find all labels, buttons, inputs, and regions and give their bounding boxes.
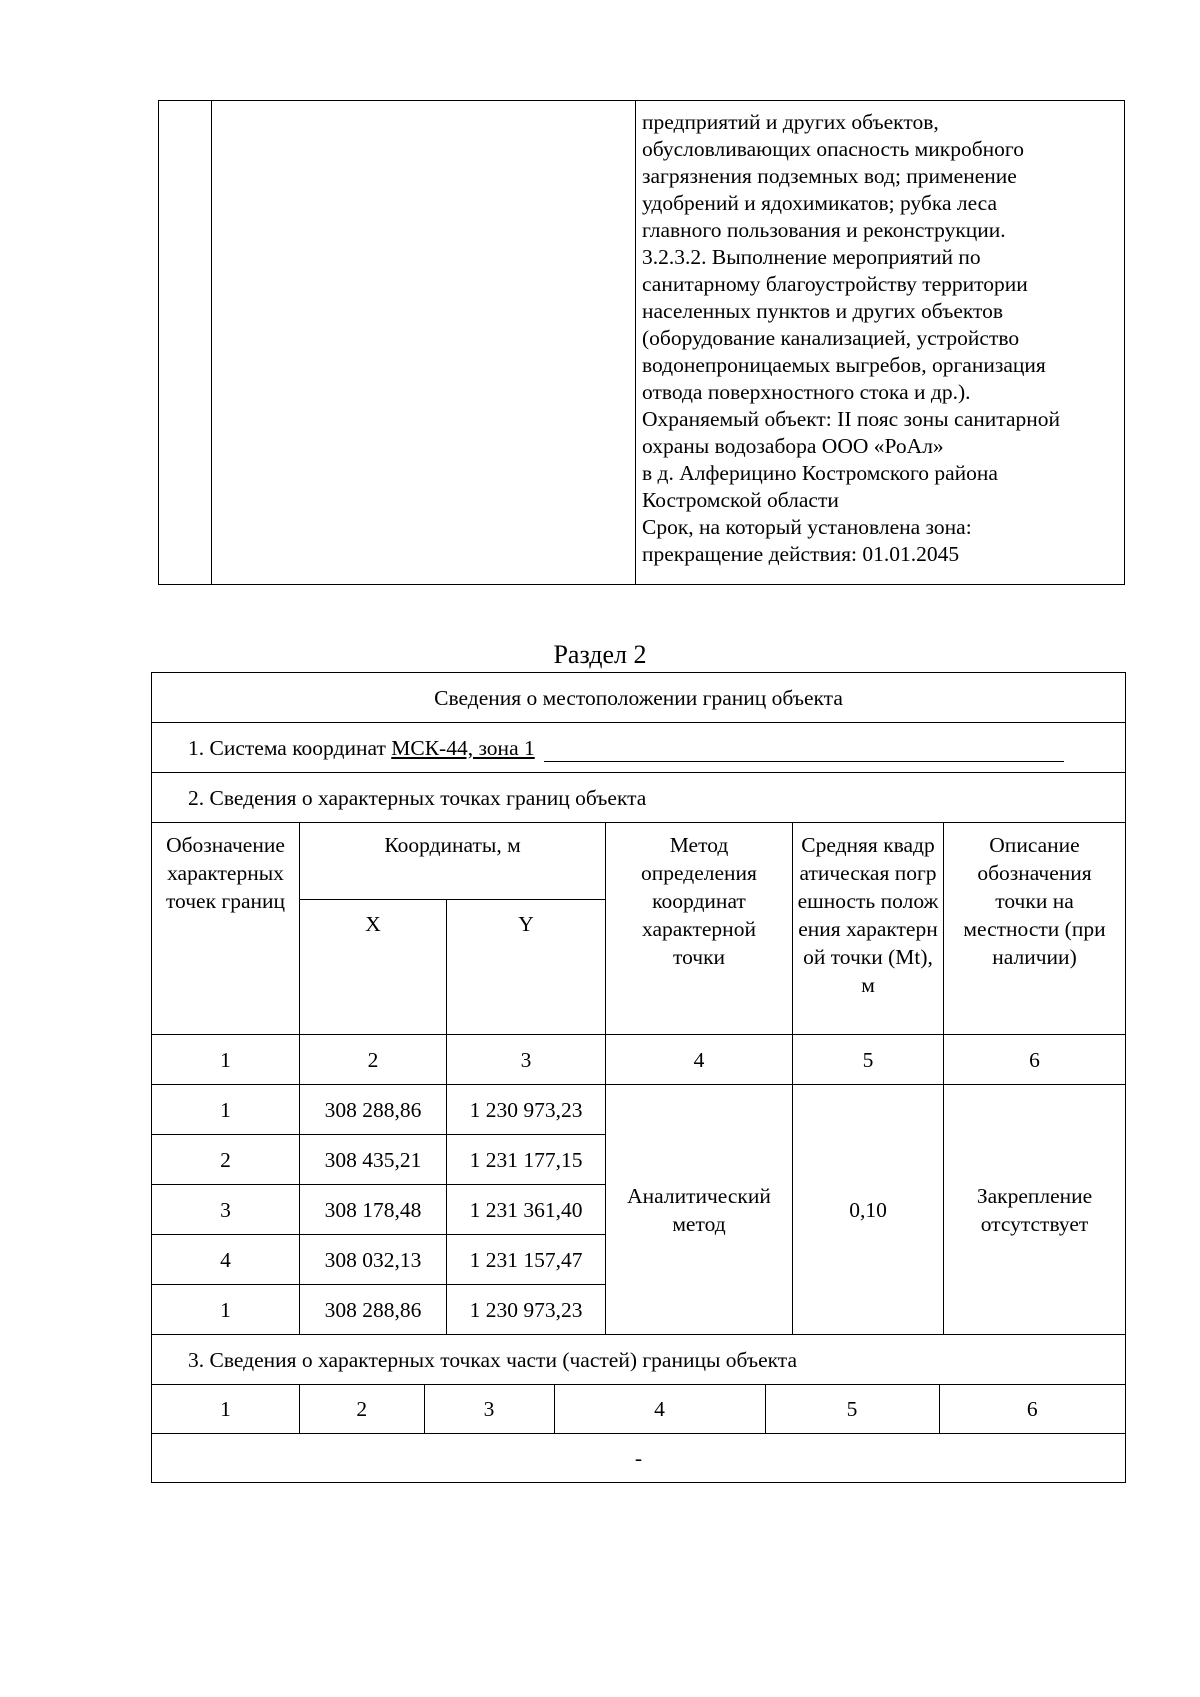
- col-header-designation: Обозначение характерных точек границ: [152, 823, 300, 1035]
- restriction-line: (оборудование канализацией, устройство: [642, 326, 1020, 350]
- col-header-coordinates: Координаты, м: [300, 823, 606, 900]
- restriction-line: охраны водозабора ООО «РоАл»: [642, 434, 944, 458]
- col-number: 6: [944, 1035, 1126, 1085]
- parts-number-row: [300, 1385, 1126, 1434]
- coordinate-system-row: [152, 723, 1126, 773]
- empty-value-cell: -: [152, 1434, 1126, 1483]
- restrictions-text-cell: [636, 101, 1125, 585]
- parts-number-subtable: [300, 1385, 1125, 1433]
- restriction-line: Охраняемый объект: II пояс зоны санитарной: [642, 407, 1061, 431]
- point-y: 1 231 361,40: [447, 1185, 606, 1235]
- name-cell: [212, 101, 636, 585]
- restriction-line: Срок, на который установлена зона:: [642, 515, 972, 539]
- point-x: 308 032,13: [300, 1235, 447, 1285]
- col-header-description: Описание обозначения точки на местности (при наличии): [944, 823, 1126, 1035]
- parts-heading: 3. Сведения о характерных точках части (частей) границы объекта: [152, 1335, 1126, 1385]
- point-y: 1 230 973,23: [447, 1285, 606, 1335]
- col-number: 2: [300, 1035, 447, 1085]
- col-header-y: Y: [447, 900, 606, 1035]
- underline-blank: [544, 739, 1064, 762]
- restriction-line: предприятий и других объектов,: [642, 110, 939, 134]
- col-number: 5: [793, 1035, 944, 1085]
- restriction-line: удобрений и ядохимикатов; рубка леса: [642, 191, 998, 215]
- restriction-line: в д. Алферицино Костромского района: [642, 461, 998, 485]
- restriction-line: санитарному благоустройству территории: [642, 272, 1028, 296]
- point-y: 1 231 157,47: [447, 1235, 606, 1285]
- col-number: 3: [424, 1385, 554, 1433]
- point-id: 1: [152, 1285, 300, 1335]
- col-header-x: X: [300, 900, 447, 1035]
- point-x: 308 178,48: [300, 1185, 447, 1235]
- point-x: 308 288,86: [300, 1085, 447, 1135]
- col-header-method: Метод определения координат характерной точки: [606, 823, 793, 1035]
- col-number: 6: [1026, 1397, 1038, 1421]
- col-number: 4: [554, 1385, 765, 1433]
- col-number: 1: [152, 1035, 300, 1085]
- col-number: 5: [765, 1385, 939, 1433]
- point-x: 308 435,21: [300, 1135, 447, 1185]
- points-heading: 2. Сведения о характерных точках границ объекта: [152, 773, 1126, 823]
- description-cell: Закрепление отсутствует: [944, 1085, 1126, 1335]
- point-y: 1 231 177,15: [447, 1135, 606, 1185]
- point-id: 3: [152, 1185, 300, 1235]
- boundary-location-table: [151, 672, 1126, 1483]
- restriction-line: обусловливающих опасность микробного: [642, 137, 1024, 161]
- restriction-line: водонепроницаемых выгребов, организация: [642, 353, 1046, 377]
- col-number: 1: [152, 1385, 300, 1434]
- coordinate-system-value: МСК-44, зона 1: [391, 735, 535, 760]
- section-title: Раздел 2: [553, 640, 647, 669]
- restriction-line: прекращение действия: 01.01.2045: [642, 542, 960, 566]
- method-cell: Аналитический метод: [606, 1085, 793, 1335]
- col-number: 3: [447, 1035, 606, 1085]
- restriction-line: загрязнения подземных вод; применение: [642, 164, 1017, 188]
- coordinate-system-label: 1. Система координат: [188, 735, 386, 760]
- col-number: 2: [300, 1385, 424, 1433]
- restriction-line: отвода поверхностного стока и др.).: [642, 380, 971, 404]
- point-id: 4: [152, 1235, 300, 1285]
- point-id: 1: [152, 1085, 300, 1135]
- col-header-accuracy: Средняя квадратическая погрешность положения характерной точки (Mt), м: [793, 823, 944, 1035]
- accuracy-cell: 0,10: [793, 1085, 944, 1335]
- number-cell: [159, 101, 212, 585]
- col-number: 4: [606, 1035, 793, 1085]
- point-x: 308 288,86: [300, 1285, 447, 1335]
- restriction-line: главного пользования и реконструкции.: [642, 218, 1006, 242]
- restriction-line: населенных пунктов и других объектов: [642, 299, 1004, 323]
- point-id: 2: [152, 1135, 300, 1185]
- restriction-line: Костромской области: [642, 488, 839, 512]
- point-y: 1 230 973,23: [447, 1085, 606, 1135]
- table-heading: Сведения о местоположении границ объекта: [152, 673, 1126, 723]
- restrictions-table-continuation: [158, 100, 1125, 585]
- restriction-line: 3.2.3.2. Выполнение мероприятий по: [642, 245, 981, 269]
- table-row: [152, 1085, 1126, 1135]
